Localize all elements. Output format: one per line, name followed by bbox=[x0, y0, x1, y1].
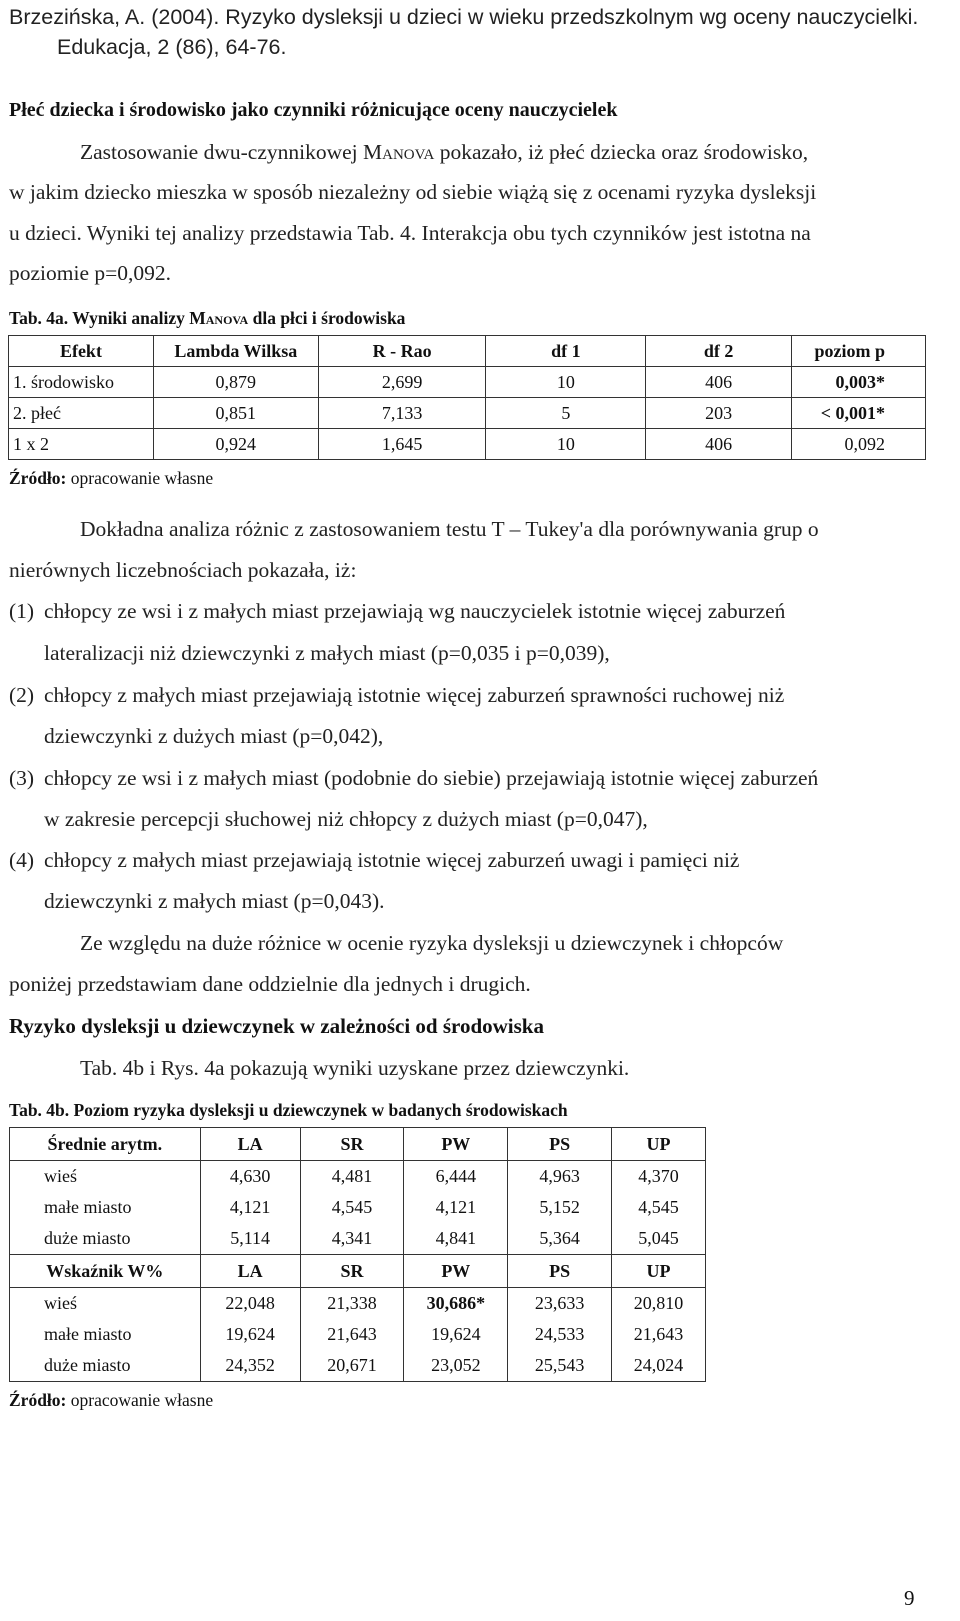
list-item-text: chłopcy z małych miast przejawiają istotnie więcej zaburzeń sprawności ruchowej niż bbox=[44, 683, 785, 707]
table-cell: 6,444 bbox=[404, 1161, 508, 1193]
list-item-number: (3) bbox=[9, 766, 35, 790]
table-cell: 10 bbox=[486, 429, 646, 460]
header-cell: Efekt bbox=[9, 336, 154, 367]
text-span: Zastosowanie dwu-czynnikowej bbox=[80, 140, 364, 164]
table-cell: 2,699 bbox=[318, 367, 486, 398]
table-cell: 4,481 bbox=[300, 1161, 404, 1193]
table-cell: 5,364 bbox=[508, 1223, 612, 1255]
header-cell: LA bbox=[200, 1255, 300, 1288]
table-cell: 30,686* bbox=[404, 1288, 508, 1320]
paragraph-line: u dzieci. Wyniki tej analizy przedstawia Tab. 4. Interakcja obu tych czynników jest istotna na bbox=[9, 221, 811, 245]
table-row bbox=[9, 367, 926, 398]
table-cell: wieś bbox=[10, 1161, 201, 1193]
table-cell: < 0,001* bbox=[792, 398, 926, 429]
list-item-text: lateralizacji niż dziewczynki z małych miast (p=0,035 i p=0,039), bbox=[44, 641, 610, 665]
table-4b bbox=[9, 1127, 706, 1382]
header-cell: PS bbox=[508, 1128, 612, 1161]
table-4a-source bbox=[9, 468, 213, 489]
section-heading-girls-risk: Ryzyko dysleksji u dziewczynek w zależności od środowiska bbox=[9, 1014, 544, 1038]
table-cell: 406 bbox=[646, 429, 792, 460]
list-item-text: dziewczynki z dużych miast (p=0,042), bbox=[44, 724, 384, 748]
manova-term: Manova bbox=[363, 140, 435, 164]
list-item-number: (4) bbox=[9, 848, 35, 872]
table-cell: 23,052 bbox=[404, 1350, 508, 1382]
header-cell: UP bbox=[612, 1255, 706, 1288]
citation-line-1: Brzezińska, A. (2004). Ryzyko dysleksji u dzieci w wieku przedszkolnym wg oceny nauczycielki. bbox=[9, 5, 919, 29]
table-cell: 24,024 bbox=[612, 1350, 706, 1382]
table-cell: 4,545 bbox=[300, 1192, 404, 1223]
paragraph-line: w jakim dziecko mieszka w sposób niezależny od siebie wiążą się z ocenami ryzyka dysleksji bbox=[9, 180, 817, 204]
source-text: opracowanie własne bbox=[66, 1390, 214, 1410]
table-cell: 4,545 bbox=[612, 1192, 706, 1223]
citation-line-2: Edukacja, 2 (86), 64-76. bbox=[57, 35, 287, 59]
table-row bbox=[10, 1161, 706, 1193]
table-row bbox=[10, 1319, 706, 1350]
list-item-text: w zakresie percepcji słuchowej niż chłopcy z dużych miast (p=0,047), bbox=[44, 807, 648, 831]
table-cell: 1 x 2 bbox=[9, 429, 154, 460]
table-header-row bbox=[9, 336, 926, 367]
header-cell: PS bbox=[508, 1255, 612, 1288]
table-cell: 4,630 bbox=[200, 1161, 300, 1193]
table-cell: 0,879 bbox=[153, 367, 318, 398]
table-cell: 4,121 bbox=[404, 1192, 508, 1223]
page-number: 9 bbox=[904, 1586, 915, 1610]
table-cell: 0,924 bbox=[153, 429, 318, 460]
table-row bbox=[10, 1192, 706, 1223]
table-cell: 406 bbox=[646, 367, 792, 398]
table-cell: 21,643 bbox=[300, 1319, 404, 1350]
table-cell: 4,370 bbox=[612, 1161, 706, 1193]
table-row bbox=[9, 398, 926, 429]
manova-term: Manova bbox=[189, 308, 249, 328]
list-item-text: chłopcy ze wsi i z małych miast przejawiają wg nauczycielek istotnie więcej zaburzeń bbox=[44, 599, 786, 623]
header-cell: Średnie arytm. bbox=[10, 1128, 201, 1161]
table-cell: 20,810 bbox=[612, 1288, 706, 1320]
table-cell: 4,121 bbox=[200, 1192, 300, 1223]
text-span: pokazało, iż płeć dziecka oraz środowisko, bbox=[434, 140, 809, 164]
list-item-number: (2) bbox=[9, 683, 35, 707]
table-cell: małe miasto bbox=[10, 1319, 201, 1350]
table-cell: 203 bbox=[646, 398, 792, 429]
table-cell: 5 bbox=[486, 398, 646, 429]
header-cell: SR bbox=[300, 1128, 404, 1161]
table-cell: wieś bbox=[10, 1288, 201, 1320]
header-cell: df 1 bbox=[486, 336, 646, 367]
paragraph-line: nierównych liczebnościach pokazała, iż: bbox=[9, 558, 357, 582]
table-4b-source bbox=[9, 1390, 213, 1411]
paragraph-line: Tab. 4b i Rys. 4a pokazują wyniki uzyskane przez dziewczynki. bbox=[80, 1056, 630, 1080]
table-cell: 23,633 bbox=[508, 1288, 612, 1320]
source-text: opracowanie własne bbox=[66, 468, 214, 488]
paragraph-line: Dokładna analiza różnic z zastosowaniem testu T – Tukey'a dla porównywania grup o bbox=[80, 517, 819, 541]
table-cell: 1. środowisko bbox=[9, 367, 154, 398]
list-item-text: chłopcy ze wsi i z małych miast (podobnie do siebie) przejawiają istotnie więcej zaburzeń bbox=[44, 766, 819, 790]
header-cell: PW bbox=[404, 1128, 508, 1161]
table-4b-caption: Tab. 4b. Poziom ryzyka dysleksji u dziewczynek w badanych środowiskach bbox=[9, 1100, 568, 1120]
header-cell: poziom p bbox=[792, 336, 926, 367]
header-cell: Wskaźnik W% bbox=[10, 1255, 201, 1288]
list-item-text: chłopcy z małych miast przejawiają istotnie więcej zaburzeń uwagi i pamięci niż bbox=[44, 848, 740, 872]
header-cell: SR bbox=[300, 1255, 404, 1288]
header-cell: UP bbox=[612, 1128, 706, 1161]
table-cell: 10 bbox=[486, 367, 646, 398]
table-cell: 7,133 bbox=[318, 398, 486, 429]
table-cell: małe miasto bbox=[10, 1192, 201, 1223]
table-cell: 25,543 bbox=[508, 1350, 612, 1382]
table-row bbox=[9, 429, 926, 460]
table-cell: duże miasto bbox=[10, 1350, 201, 1382]
table-cell: 4,341 bbox=[300, 1223, 404, 1255]
table-cell: 19,624 bbox=[200, 1319, 300, 1350]
table-cell: 4,963 bbox=[508, 1161, 612, 1193]
source-label: Źródło: bbox=[9, 468, 67, 488]
table-cell: 24,352 bbox=[200, 1350, 300, 1382]
paragraph-line: Ze względu na duże różnice w ocenie ryzyka dysleksji u dziewczynek i chłopców bbox=[80, 931, 784, 955]
table-cell: 21,338 bbox=[300, 1288, 404, 1320]
table-cell: 22,048 bbox=[200, 1288, 300, 1320]
table-4a bbox=[8, 335, 926, 460]
table-cell: 0,092 bbox=[792, 429, 926, 460]
header-cell: Lambda Wilksa bbox=[153, 336, 318, 367]
header-cell: R - Rao bbox=[318, 336, 486, 367]
header-cell: LA bbox=[200, 1128, 300, 1161]
table-row bbox=[10, 1288, 706, 1320]
list-item-text: dziewczynki z małych miast (p=0,043). bbox=[44, 889, 385, 913]
text-span: Tab. 4a. Wyniki analizy bbox=[9, 308, 190, 328]
table-row bbox=[10, 1223, 706, 1255]
table-cell: 24,533 bbox=[508, 1319, 612, 1350]
table-cell: 19,624 bbox=[404, 1319, 508, 1350]
table-cell: 21,643 bbox=[612, 1319, 706, 1350]
table-cell: 5,152 bbox=[508, 1192, 612, 1223]
table-4a-caption bbox=[9, 308, 405, 329]
table-cell: 0,003* bbox=[792, 367, 926, 398]
paragraph-line bbox=[80, 140, 808, 165]
table-row bbox=[10, 1350, 706, 1382]
text-span: dla płci i środowiska bbox=[248, 308, 406, 328]
source-label: Źródło: bbox=[9, 1390, 67, 1410]
table-cell: 20,671 bbox=[300, 1350, 404, 1382]
section-heading-gender-environment: Płeć dziecka i środowisko jako czynniki różnicujące oceny nauczycielek bbox=[9, 99, 618, 121]
paragraph-line: poziomie p=0,092. bbox=[9, 261, 172, 285]
paragraph-line: poniżej przedstawiam dane oddzielnie dla jednych i drugich. bbox=[9, 972, 531, 996]
table-header-row bbox=[10, 1255, 706, 1288]
header-cell: df 2 bbox=[646, 336, 792, 367]
table-cell: duże miasto bbox=[10, 1223, 201, 1255]
table-header-row bbox=[10, 1128, 706, 1161]
list-item-number: (1) bbox=[9, 599, 35, 623]
table-cell: 0,851 bbox=[153, 398, 318, 429]
table-cell: 1,645 bbox=[318, 429, 486, 460]
table-cell: 5,114 bbox=[200, 1223, 300, 1255]
table-cell: 2. płeć bbox=[9, 398, 154, 429]
table-cell: 5,045 bbox=[612, 1223, 706, 1255]
header-cell: PW bbox=[404, 1255, 508, 1288]
table-cell: 4,841 bbox=[404, 1223, 508, 1255]
